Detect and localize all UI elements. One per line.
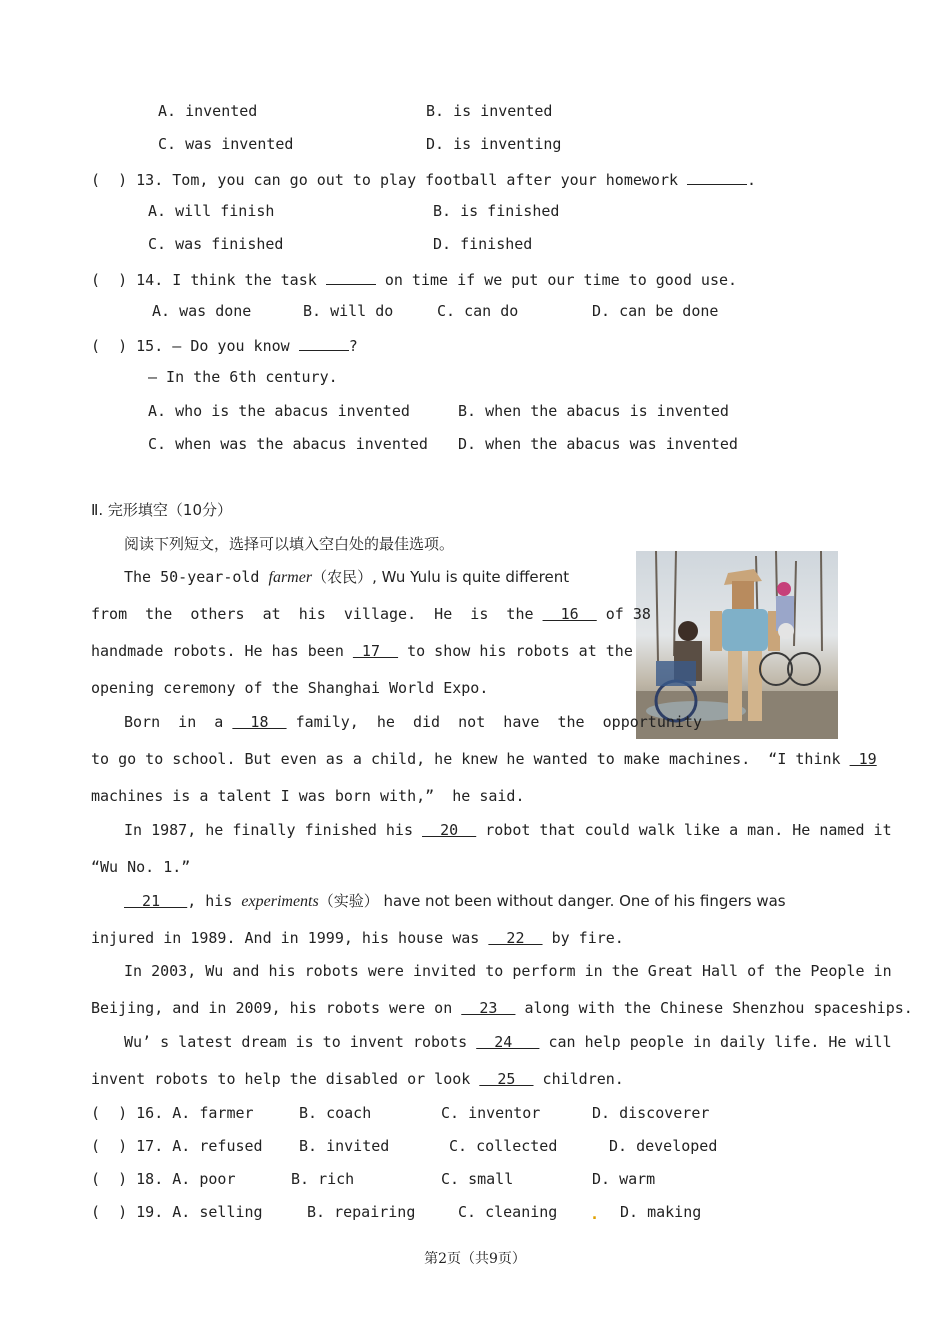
passage-text: , his	[187, 892, 242, 910]
blank-21: 21	[124, 892, 188, 910]
blank-18: 18	[232, 713, 287, 731]
passage-text: handmade robots. He has been	[91, 642, 353, 660]
q14-text-b: on time if we put our time to good use.	[375, 271, 738, 289]
q15-end: ?	[348, 337, 358, 355]
passage-text: to show his robots at the	[398, 642, 633, 660]
passage-p5-line2	[91, 998, 913, 1018]
word-experiments: experiments	[241, 893, 319, 910]
passage-p3-line1	[124, 820, 892, 840]
q14-blank	[326, 268, 376, 285]
passage-p1-line1	[124, 567, 569, 588]
q15-blank	[299, 334, 349, 351]
robot-photo	[636, 551, 838, 739]
q16-option-d: D. discoverer	[592, 1104, 710, 1122]
passage-text: to go to school. But even as a child, he knew he wanted to make machines. “I think	[91, 750, 850, 768]
q17-option-a: ( ) 17. A. refused	[91, 1137, 263, 1155]
q13-option-c: C. was finished	[148, 235, 284, 253]
q18-option-a: ( ) 18. A. poor	[91, 1170, 236, 1188]
passage-text: can help people in daily life. He will	[539, 1033, 892, 1051]
q18-option-b: B. rich	[291, 1170, 355, 1188]
passage-p6-line2	[91, 1069, 624, 1089]
blank-25: 25	[479, 1070, 534, 1088]
passage-p3-line2: “Wu No. 1.”	[91, 858, 191, 876]
q14-text-a: ( ) 14. I think the task	[91, 271, 326, 289]
q14-stem	[91, 268, 737, 290]
q16-option-a: ( ) 16. A. farmer	[91, 1104, 254, 1122]
passage-p1-line3	[91, 641, 633, 661]
q17-option-b: B. invited	[299, 1137, 390, 1155]
blank-16: 16	[542, 605, 597, 623]
passage-p2-line1	[124, 712, 702, 732]
passage-text: children.	[533, 1070, 624, 1088]
passage-p1-line4: opening ceremony of the Shanghai World Expo.	[91, 679, 489, 697]
q14-option-c: C. can do	[437, 302, 519, 320]
passage-text: （农民）, Wu Yulu is quite different	[312, 568, 570, 586]
passage-p2-line2	[91, 749, 877, 769]
passage-text: of 38	[596, 605, 651, 623]
passage-text: Beijing, and in 2009, his robots were on	[91, 999, 462, 1017]
q13-end: .	[747, 171, 757, 189]
q12-option-b: B. is invented	[426, 102, 553, 120]
q15-text: ( ) 15. — Do you know	[91, 337, 299, 355]
q13-option-a: A. will finish	[148, 202, 275, 220]
passage-p4-line1	[124, 891, 786, 912]
page-footer: 第2页（共9页）	[424, 1251, 526, 1267]
blank-20: 20	[422, 821, 477, 839]
passage-text: by fire.	[542, 929, 624, 947]
passage-p1-line2	[91, 604, 651, 624]
q15-stem	[91, 334, 358, 356]
blank-23: 23	[461, 999, 516, 1017]
q14-option-a: A. was done	[152, 302, 252, 320]
q17-option-c: C. collected	[449, 1137, 558, 1155]
q13-option-b: B. is finished	[433, 202, 560, 220]
robot-photo-image	[636, 551, 838, 739]
blank-22: 22	[488, 929, 543, 947]
passage-p2-line3: machines is a talent I was born with,” he said.	[91, 787, 525, 805]
q19-option-b: B. repairing	[307, 1203, 416, 1221]
q13-blank	[687, 168, 747, 185]
q17-option-d: D. developed	[609, 1137, 718, 1155]
q18-option-c: C. small	[441, 1170, 514, 1188]
q15-answer: — In the 6th century.	[148, 368, 338, 386]
passage-p5-line1: In 2003, Wu and his robots were invited to perform in the Great Hall of the People in	[124, 962, 892, 980]
passage-text: family, he did not have the opportunity	[286, 713, 702, 731]
passage-text: along with the Chinese Shenzhou spaceships.	[515, 999, 913, 1017]
q16-option-c: C. inventor	[441, 1104, 541, 1122]
passage-text: The 50-year-old	[124, 568, 269, 586]
blank-17: 17	[352, 642, 399, 660]
passage-text: injured in 1989. And in 1999, his house was	[91, 929, 489, 947]
q12-option-d: D. is inventing	[426, 135, 562, 153]
passage-p4-line2	[91, 928, 624, 948]
passage-text: In 1987, he finally finished his	[124, 821, 423, 839]
section-instruction: 阅读下列短文，选择可以填入空白处的最佳选项。	[124, 535, 455, 553]
q15-option-d: D. when the abacus was invented	[458, 435, 738, 453]
passage-p6-line1	[124, 1032, 892, 1052]
word-farmer: farmer	[268, 569, 313, 586]
q14-option-d: D. can be done	[592, 302, 719, 320]
passage-text: Born in a	[124, 713, 233, 731]
q19-option-a: ( ) 19. A. selling	[91, 1203, 263, 1221]
passage-text: （实验） have not been without danger. One of his fingers was	[318, 892, 786, 910]
blank-19: 19	[849, 750, 877, 768]
passage-text: from the others at his village. He is the	[91, 605, 543, 623]
q13-option-d: D. finished	[433, 235, 533, 253]
q12-option-c: C. was invented	[158, 135, 294, 153]
q15-option-c: C. when was the abacus invented	[148, 435, 428, 453]
q19-option-c: C. cleaning	[458, 1203, 558, 1221]
q16-option-b: B. coach	[299, 1104, 372, 1122]
q19-option-d: D. making	[620, 1203, 702, 1221]
q13-text: ( ) 13. Tom, you can go out to play football after your homework	[91, 171, 688, 189]
q12-option-a: A. invented	[158, 102, 258, 120]
q15-option-a: A. who is the abacus invented	[148, 402, 410, 420]
q15-option-b: B. when the abacus is invented	[458, 402, 729, 420]
passage-text: robot that could walk like a man. He named it	[476, 821, 892, 839]
passage-text: Wu’ s latest dream is to invent robots	[124, 1033, 477, 1051]
q13-stem	[91, 168, 756, 190]
passage-text: invent robots to help the disabled or look	[91, 1070, 480, 1088]
mark-dot: .	[590, 1205, 600, 1223]
q14-option-b: B. will do	[303, 302, 394, 320]
section-heading: Ⅱ. 完形填空（10分）	[91, 501, 233, 519]
blank-24: 24	[476, 1033, 540, 1051]
q18-option-d: D. warm	[592, 1170, 656, 1188]
